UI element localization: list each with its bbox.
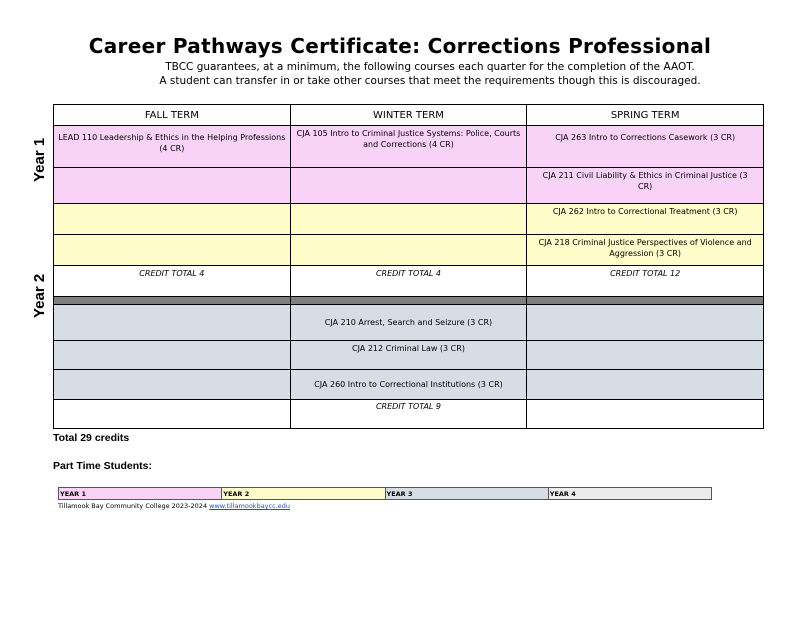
subtitle-line-2: A student can transfer in or take other courses that meet the requirements though this is discouraged. [159,75,701,87]
course-cell [54,235,291,266]
divider-cell [290,297,527,305]
course-cell: CJA 105 Intro to Criminal Justice Systems: Police, Courts and Corrections (4 CR) [290,126,527,168]
course-schedule-table [53,104,764,429]
course-cell: LEAD 110 Leadership & Ethics in the Helping Professions (4 CR) [54,126,291,168]
course-cell [527,305,764,341]
course-cell: CJA 210 Arrest, Search and Seizure (3 CR) [290,305,527,341]
table-row [54,168,764,204]
credit-total [527,400,764,429]
table-row [54,126,764,168]
legend-year-2: YEAR 2 [222,488,385,500]
fall-term-header: FALL TERM [54,105,291,126]
year-1-label: Year 1 [31,137,48,182]
page-title: Career Pathways Certificate: Corrections Professional [88,34,712,58]
table-row [54,370,764,400]
legend-year-1: YEAR 1 [59,488,222,500]
credit-total: CREDIT TOTAL 9 [290,400,527,429]
course-cell [54,305,291,341]
table-row [54,204,764,235]
divider-cell [527,297,764,305]
course-cell [527,370,764,400]
year-2-label: Year 2 [31,273,48,318]
course-cell: CJA 212 Criminal Law (3 CR) [290,341,527,370]
course-cell [54,204,291,235]
total-credits: Total 29 credits [53,432,130,444]
course-cell: CJA 263 Intro to Corrections Casework (3 CR) [527,126,764,168]
part-time-heading: Part Time Students: [53,460,152,472]
course-cell [54,341,291,370]
spring-term-header: SPRING TERM [527,105,764,126]
credit-total-row [54,400,764,429]
course-cell: CJA 211 Civil Liability & Ethics in Criminal Justice (3 CR) [527,168,764,204]
subtitle-line-1: TBCC guarantees, at a minimum, the following courses each quarter for the completion of the AAOT. [165,61,695,73]
course-cell [527,341,764,370]
website-link[interactable]: www.tillamookbaycc.edu [209,502,290,510]
credit-total: CREDIT TOTAL 4 [290,266,527,297]
legend-year-4: YEAR 4 [548,488,711,500]
course-cell [290,168,527,204]
footer [58,502,290,510]
table-row [54,235,764,266]
course-cell [290,235,527,266]
credit-total [54,400,291,429]
course-cell [54,168,291,204]
course-cell [54,370,291,400]
table-row [54,341,764,370]
credit-total: CREDIT TOTAL 4 [54,266,291,297]
legend-year-3: YEAR 3 [385,488,548,500]
course-cell: CJA 260 Intro to Correctional Institutions (3 CR) [290,370,527,400]
divider-cell [54,297,291,305]
table-row [54,305,764,341]
course-cell: CJA 262 Intro to Correctional Treatment (3 CR) [527,204,764,235]
credit-total: CREDIT TOTAL 12 [527,266,764,297]
footer-text: Tillamook Bay Community College 2023-2024 [58,502,210,510]
header-row [54,105,764,126]
year-divider-row [54,297,764,305]
part-time-legend [58,487,712,500]
winter-term-header: WINTER TERM [290,105,527,126]
course-cell [290,204,527,235]
credit-total-row [54,266,764,297]
course-cell: CJA 218 Criminal Justice Perspectives of Violence and Aggression (3 CR) [527,235,764,266]
